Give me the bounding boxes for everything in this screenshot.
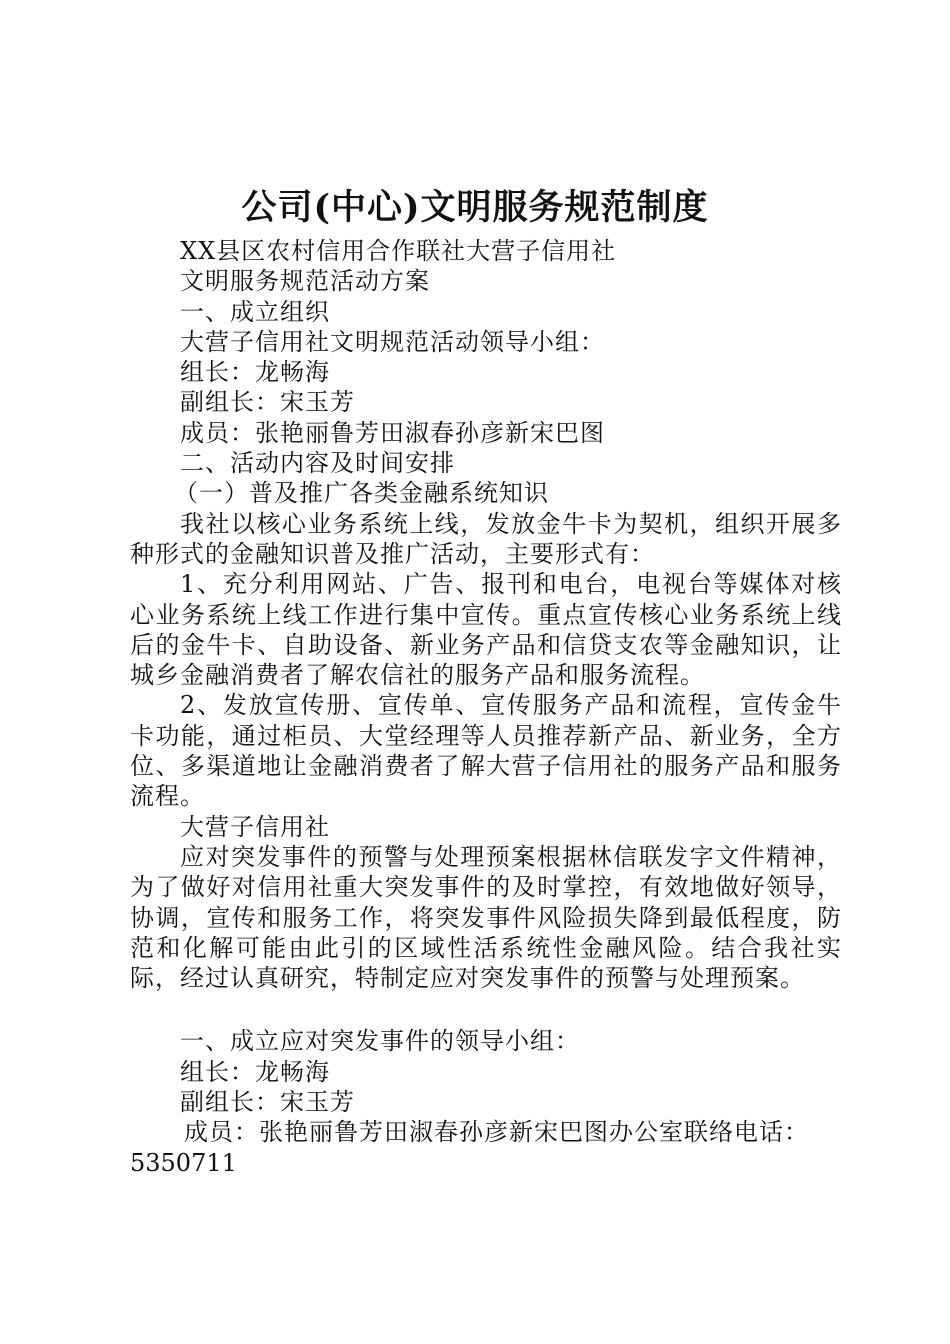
heading-financial-knowledge: （一）普及推广各类金融系统知识 (174, 479, 549, 508)
paragraph-members: 成员：张艳丽鲁芳田淑春孙彦新宋巴图 (180, 418, 605, 447)
paragraph-deputy-leader: 副组长：宋玉芳 (180, 388, 355, 417)
paragraph-plan-title: 文明服务规范活动方案 (180, 267, 430, 296)
paragraph-item-2: 2、发放宣传册、宣传单、宣传服务产品和流程，宣传金牛卡功能，通过柜员、大堂经理等人员推荐新产品、新业务，全方位、多渠道地让金融消费者了解大营子信用社的服务产品和服务流程。 (130, 691, 842, 811)
document-title: 公司(中心)文明服务规范制度 (241, 187, 709, 228)
paragraph-phone-number: 5350711 (130, 1148, 237, 1177)
paragraph-gap (130, 993, 842, 1026)
heading-establish-org: 一、成立组织 (180, 297, 330, 326)
paragraph-org-name: XX县区农村信用合作联社大营子信用社 (180, 237, 617, 265)
paragraph-leading-group: 大营子信用社文明规范活动领导小组： (180, 327, 605, 356)
paragraph-emergency-plan: 应对突发事件的预警与处理预案根据林信联发字文件精神，为了做好对信用社重大突发事件的及时掌控，有效地做好领导，协调，宣传和服务工作，将突发事件风险损失降到最低程度，防范和化解可能由此引的区域性活系统性金融风险。结合我社实际，经过认真研究，特制定应对突发事件的预警与处理预案。 (130, 842, 842, 993)
document-body (130, 236, 842, 1178)
paragraph-group-leader-2: 组长：龙畅海 (180, 1057, 330, 1086)
paragraph-intro: 我社以核心业务系统上线，发放金牛卡为契机，组织开展多种形式的金融知识普及推广活动，主要形式有： (130, 509, 842, 568)
heading-activity-content: 二、活动内容及时间安排 (180, 449, 455, 478)
paragraph-item-1: 1、充分利用网站、广告、报刊和电台，电视台等媒体对核心业务系统上线工作进行集中宣传。重点宣传核心业务系统上线后的金牛卡、自助设备、新业务产品和信贷支农等金融知识，让城乡金融消费者了解农信社的服务产品和服务流程。 (130, 570, 842, 690)
paragraph-org-name-2: 大营子信用社 (180, 812, 330, 841)
paragraph-group-leader: 组长：龙畅海 (180, 358, 330, 387)
paragraph-members-2: 成员：张艳丽鲁芳田淑春孙彦新宋巴图办公室联络电话： (184, 1118, 809, 1147)
paragraph-deputy-leader-2: 副组长：宋玉芳 (180, 1088, 355, 1117)
heading-emergency-group: 一、成立应对突发事件的领导小组： (180, 1027, 580, 1056)
